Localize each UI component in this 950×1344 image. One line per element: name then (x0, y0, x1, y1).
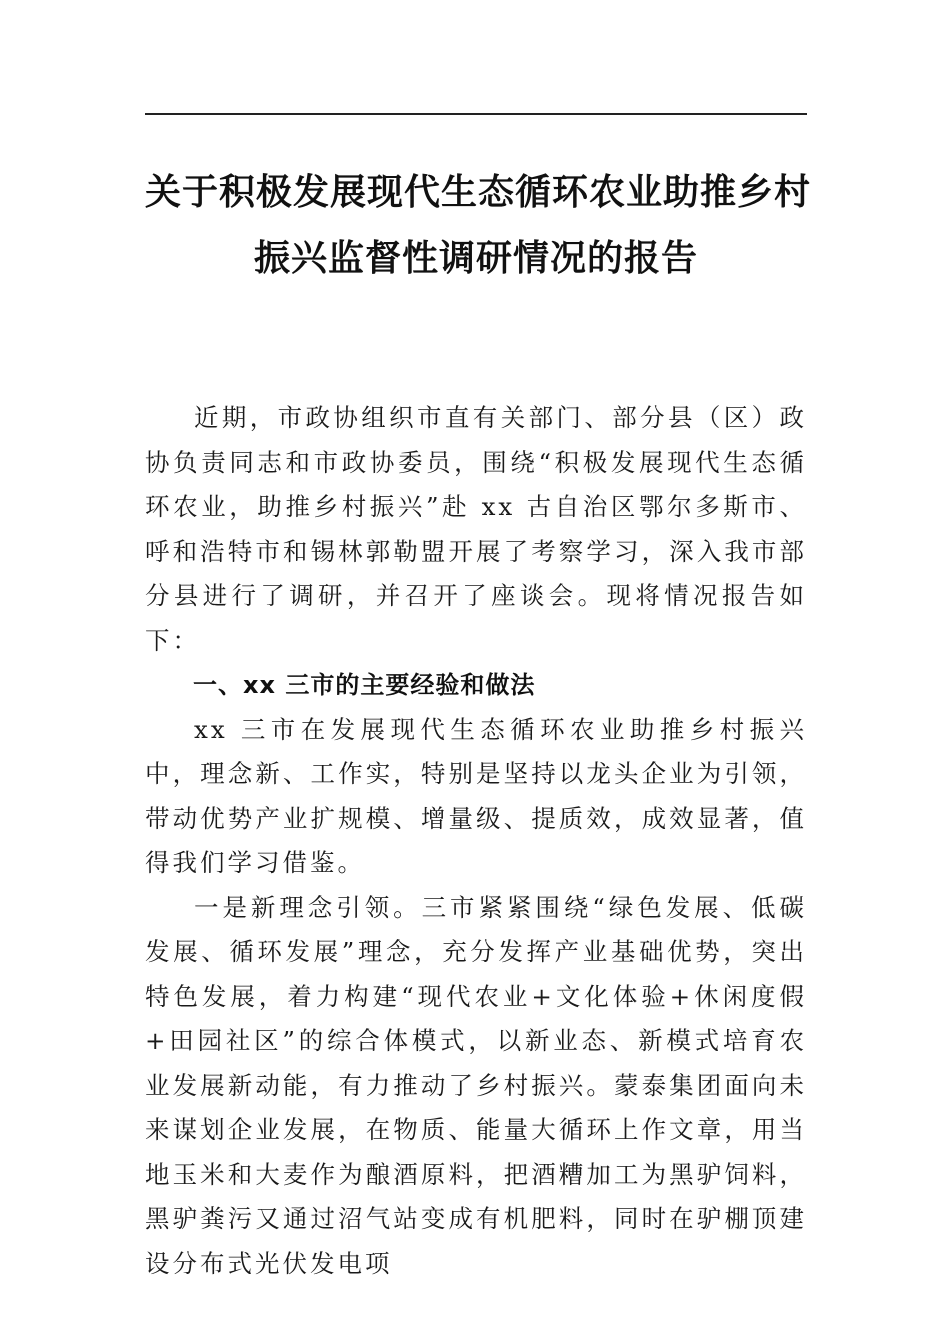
document-body (145, 396, 807, 1286)
title-line-1: 关于积极发展现代生态循环农业助推乡村 (145, 172, 812, 213)
paragraph-new-concept: 一是新理念引领。三市紧紧围绕“绿色发展、低碳发展、循环发展”理念，充分发挥产业基础优势，突出特色发展，着力构建“现代农业+文化体验+休闲度假+田园社区”的综合体模式，以新业态、新模式培育农业发展新动能，有力推动了乡村振兴。蒙泰集团面向未来谋划企业发展，在物质、能量大循环上作文章，用当地玉米和大麦作为酿酒原料，把酒糟加工为黑驴饲料，黑驴粪污又通过沼气站变成有机肥料，同时在驴棚顶建设分布式光伏发电项 (145, 892, 807, 1278)
document-title (145, 160, 812, 292)
header-rule (145, 113, 807, 115)
paragraph-summary: xx 三市在发展现代生态循环农业助推乡村振兴中，理念新、工作实，特别是坚持以龙头企业为引领，带动优势产业扩规模、增量级、提质效，成效显著，值得我们学习借鉴。 (145, 714, 807, 877)
section-heading-1: 一、xx 三市的主要经验和做法 (193, 671, 536, 699)
paragraph-intro: 近期，市政协组织市直有关部门、部分县（区）政协负责同志和市政协委员，围绕“积极发展现代生态循环农业，助推乡村振兴”赴 xx 古自治区鄂尔多斯市、呼和浩特市和锡林郭勒盟开展了考察学习，深入我市部分县进行了调研，并召开了座谈会。现将情况报告如下： (145, 403, 807, 655)
title-line-2: 振兴监督性调研情况的报告 (253, 238, 698, 279)
